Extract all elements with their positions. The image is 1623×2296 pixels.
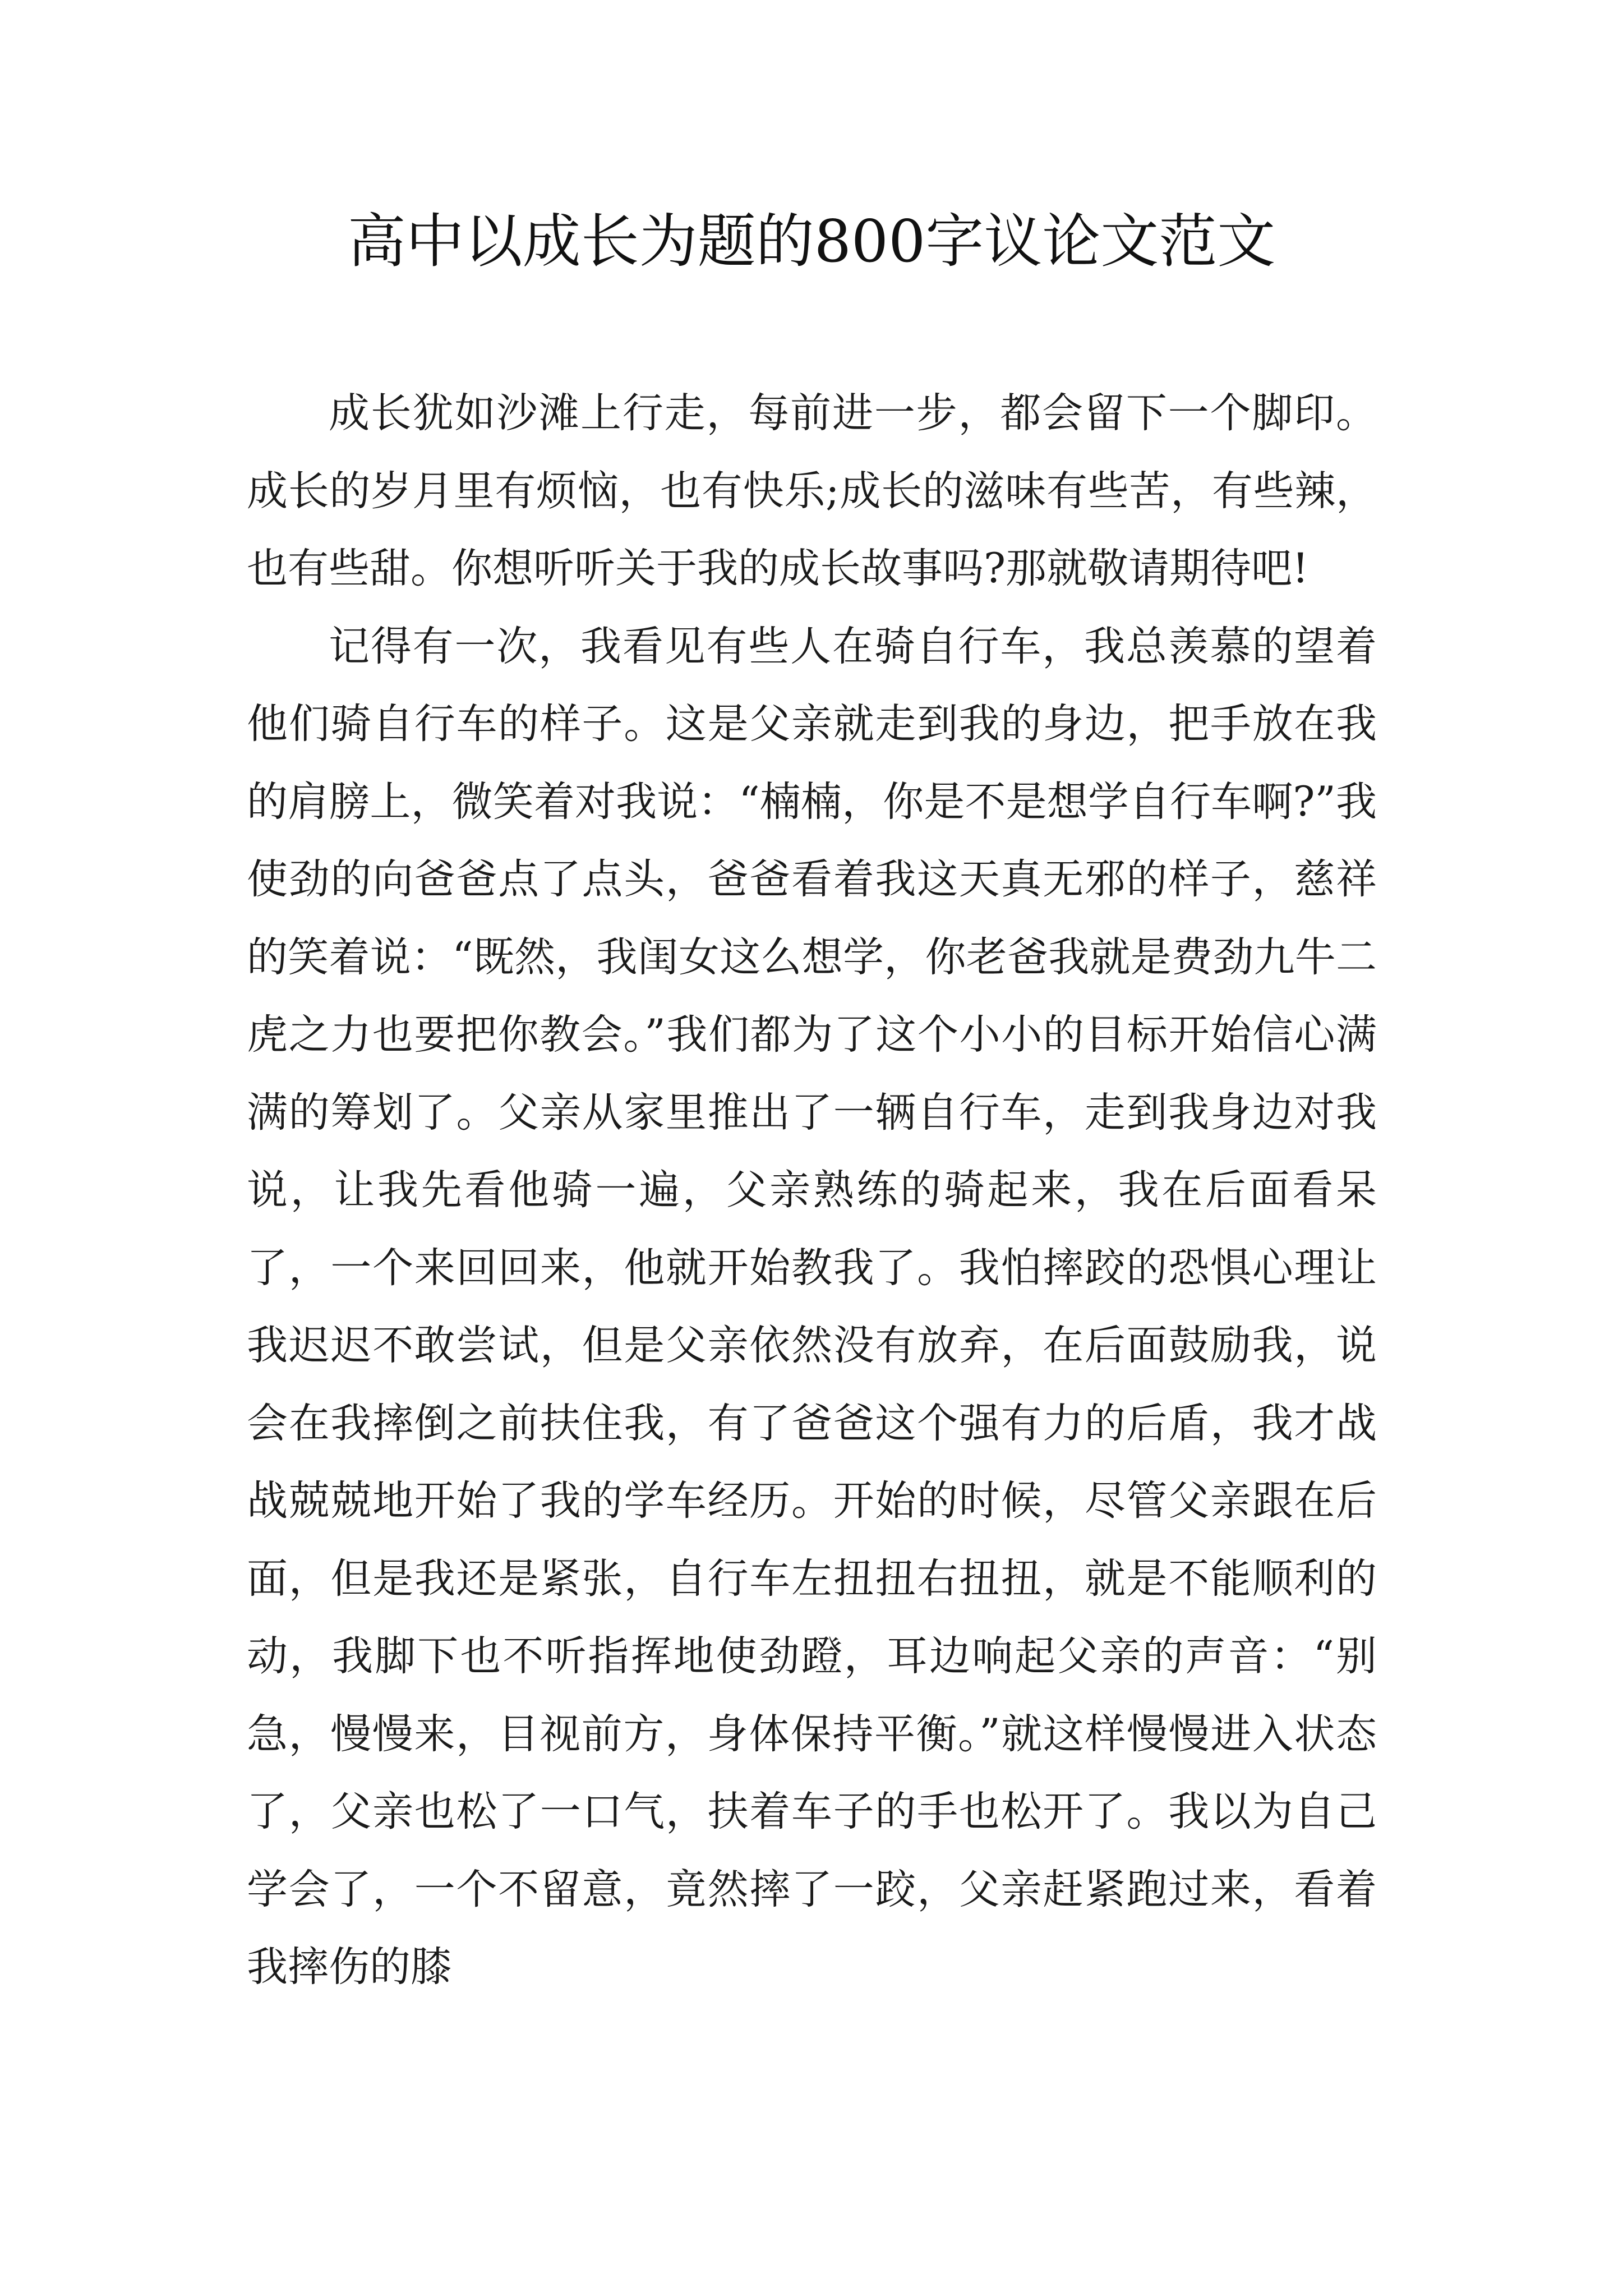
- document-title: 高中以成长为题的800字议论文范文: [347, 207, 1276, 275]
- paragraph-2: 记得有一次，我看见有些人在骑自行车，我总羡慕的望着他们骑自行车的样子。这是父亲就走到我的身边，把手放在我的肩膀上，微笑着对我说：“楠楠，你是不是想学自行车啊?”我使劲的向爸爸点了点头，爸爸看着我这天真无邪的样子，慈祥的笑着说：“既然，我闺女这么想学，你老爸我就是费劲九牛二虎之力也要把你教会。”我们都为了这个小小的目标开始信心满满的筹划了。父亲从家里推出了一辆自行车，走到我身边对我说，让我先看他骑一遍，父亲熟练的骑起来，我在后面看呆了，一个来回回来，他就开始教我了。我怕摔跤的恐惧心理让我迟迟不敢尝试，但是父亲依然没有放弃，在后面鼓励我，说会在我摔倒之前扶住我，有了爸爸这个强有力的后盾，我才战战兢兢地开始了我的学车经历。开始的时候，尽管父亲跟在后面，但是我还是紧张，自行车左扭扭右扭扭，就是不能顺利的动，我脚下也不听指挥地使劲蹬，耳边响起父亲的声音：“别急，慢慢来，目视前方，身体保持平衡。”就这样慢慢进入状态了，父亲也松了一口气，扶着车子的手也松开了。我以为自己学会了，一个不留意，竟然摔了一跤，父亲赶紧跑过来，看着我摔伤的膝: [247, 622, 1377, 1991]
- paragraph-1: 成长犹如沙滩上行走，每前进一步，都会留下一个脚印。成长的岁月里有烦恼，也有快乐;成长的滋味有些苦，有些辣，也有些甜。你想听听关于我的成长故事吗?那就敬请期待吧!: [247, 389, 1377, 592]
- document-body: [247, 375, 1377, 2007]
